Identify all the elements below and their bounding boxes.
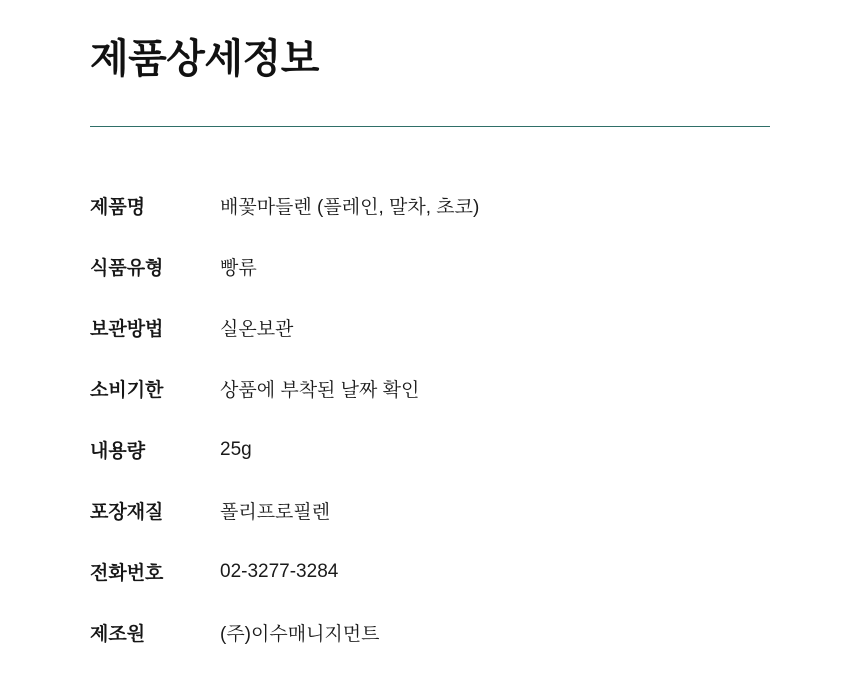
table-row [90, 358, 770, 419]
product-spec-table-body [90, 175, 770, 663]
table-row [90, 175, 770, 236]
spec-label: 제조원 [90, 624, 146, 645]
spec-value: 배꽃마들렌 (플레인, 말차, 초코) [220, 197, 480, 218]
spec-label: 제품명 [90, 197, 146, 218]
table-row [90, 541, 770, 602]
table-row [90, 419, 770, 480]
spec-value: 실온보관 [220, 319, 294, 340]
spec-value: (주)이수매니지먼트 [220, 624, 380, 645]
title-divider [90, 126, 770, 127]
spec-value: 빵류 [220, 258, 257, 279]
page-title: 제품상세정보 [90, 37, 319, 81]
spec-value: 폴리프로필렌 [220, 502, 331, 523]
product-spec-table [90, 175, 770, 663]
spec-value: 02-3277-3284 [220, 560, 339, 582]
table-row [90, 480, 770, 541]
table-row [90, 602, 770, 663]
spec-label: 소비기한 [90, 380, 164, 401]
spec-label: 내용량 [90, 441, 146, 462]
spec-label: 포장재질 [90, 502, 164, 523]
spec-value: 상품에 부착된 날짜 확인 [220, 380, 420, 401]
spec-label: 보관방법 [90, 319, 164, 340]
table-row [90, 236, 770, 297]
table-row [90, 297, 770, 358]
spec-label: 전화번호 [90, 563, 164, 584]
spec-label: 식품유형 [90, 258, 164, 279]
spec-value: 25g [220, 438, 252, 460]
